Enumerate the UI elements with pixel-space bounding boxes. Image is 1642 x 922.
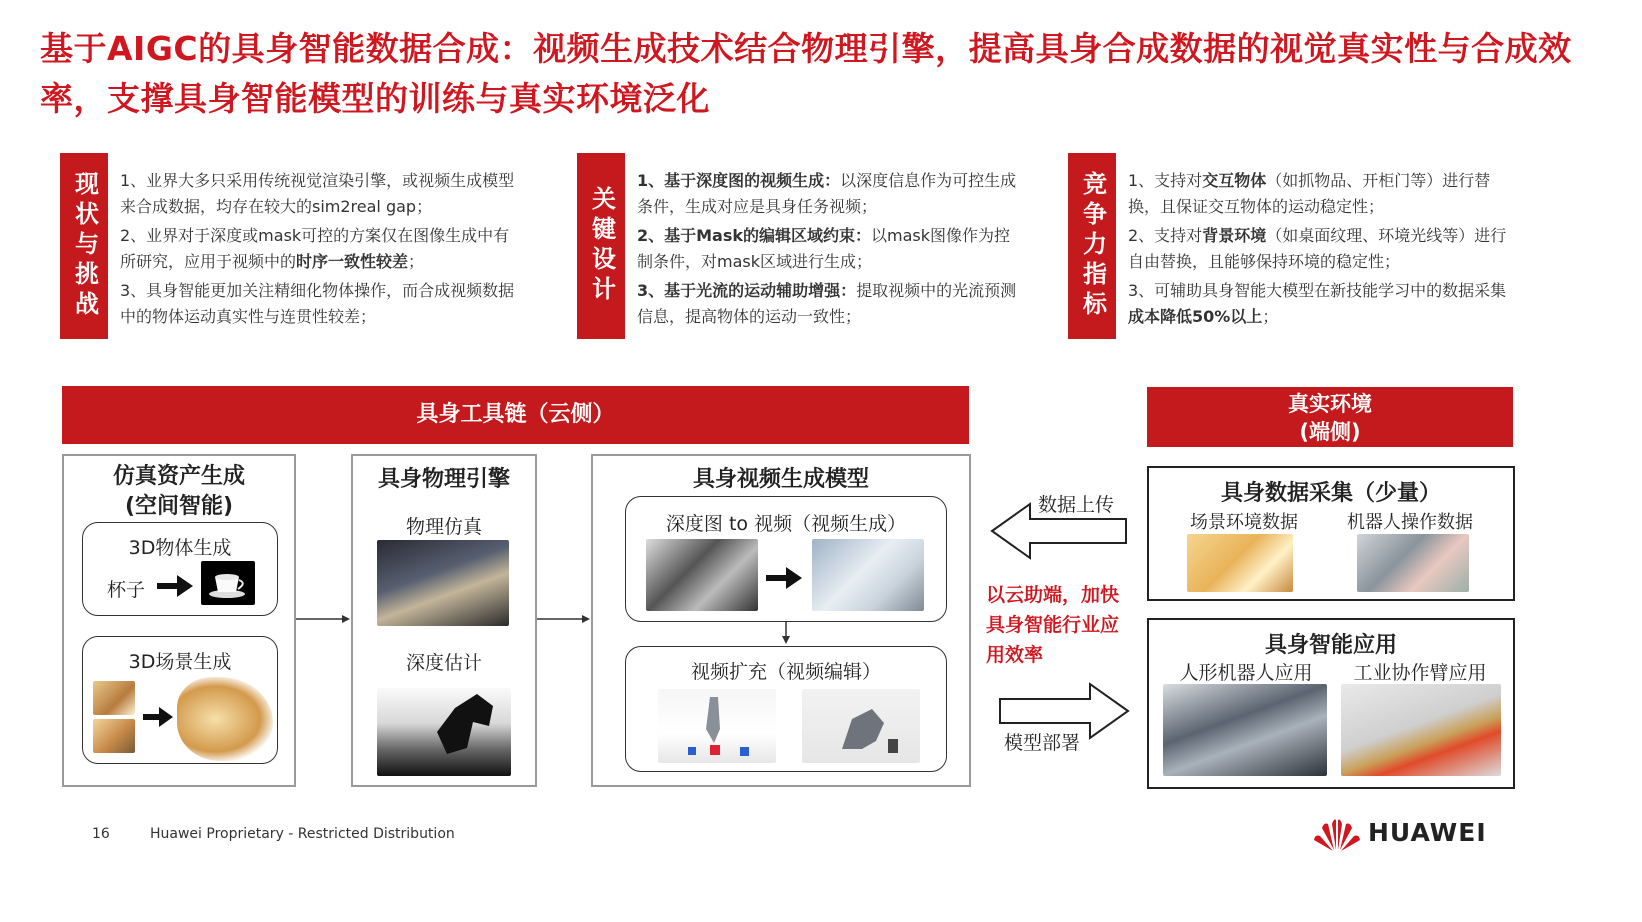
- page-title: 基于AIGC的具身智能数据合成：视频生成技术结合物理引擎，提高具身合成数据的视觉真实性与合成效率，支撑具身智能模型的训练与真实环境泛化: [40, 29, 1572, 118]
- metrics-item-3: 3、可辅助具身智能大模型在新技能学习中的数据采集成本降低50%以上；: [1128, 281, 1507, 326]
- huawei-logo-icon: [1312, 814, 1362, 852]
- obj-gen-card: [82, 522, 278, 616]
- section-label-design: 关键设计: [577, 153, 625, 339]
- arrow-right-icon: [296, 612, 352, 626]
- design-item-2: 2、基于Mask的编辑区域约束：以mask图像作为控制条件，对mask区域进行生成；: [637, 226, 1011, 271]
- scene-gen-card: [82, 636, 278, 764]
- arm-app-label: 工业协作臂应用: [1353, 662, 1487, 684]
- applications-box: [1147, 618, 1515, 789]
- status-item-1: 1、业界大多只采用传统视觉渲染引擎，或视频生成模型来合成数据，均存在较大的sim2real gap；: [120, 171, 515, 216]
- section-label-status: 现状与挑战: [60, 153, 108, 339]
- scene-gen-label: 3D场景生成: [128, 651, 232, 673]
- depth-map-image: [377, 688, 511, 776]
- sim-asset-title: 仿真资产生成 (空间智能): [112, 464, 245, 519]
- arrow-right-icon: [536, 612, 592, 626]
- video-gen-title: 具身视频生成模型: [692, 467, 869, 492]
- footer-note: Huawei Proprietary - Restricted Distribution: [150, 826, 455, 842]
- scene-data-label: 场景环境数据: [1190, 512, 1298, 533]
- cup-label: 杯子: [107, 579, 146, 601]
- arm-app-image: [1341, 684, 1501, 776]
- model-deploy-label: 模型部署: [1004, 732, 1081, 754]
- humanoid-app-label: 人形机器人应用: [1179, 662, 1313, 684]
- arrow-left-icon: [990, 502, 1130, 560]
- arrow-right-icon: [143, 707, 173, 727]
- cloud-edge-slogan: 以云助端，加快具身智能行业应用效率: [986, 584, 1120, 666]
- applications-title: 具身智能应用: [1264, 633, 1397, 658]
- expand-frame-1-image: [658, 689, 776, 763]
- status-item-2: 2、业界对于深度或mask可控的方案仅在图像生成中有所研究，应用于视频中的时序一致性较差；: [120, 226, 510, 271]
- sim-asset-box: [62, 454, 296, 787]
- scene-thumb-2: [93, 719, 135, 753]
- metrics-item-2: 2、支持对背景环境（如桌面纹理、环境光线等）进行自由替换，且能够保持环境的稳定性；: [1128, 226, 1507, 271]
- arrow-right-icon: [157, 575, 193, 597]
- robot-data-label: 机器人操作数据: [1347, 512, 1473, 533]
- depth-to-video-card: [625, 496, 947, 622]
- cup-image: [201, 561, 255, 605]
- data-collection-title: 具身数据采集（少量）: [1220, 481, 1441, 506]
- section-text-metrics: [1128, 168, 1513, 333]
- generated-video-image: [812, 539, 924, 611]
- status-item-3: 3、具身智能更加关注精细化物体操作，而合成视频数据中的物体运动真实性与连贯性较差；: [120, 281, 515, 326]
- depth-estimation-label: 深度估计: [405, 652, 482, 674]
- humanoid-app-image: [1163, 684, 1327, 776]
- video-gen-box: [591, 454, 971, 787]
- data-upload-label: 数据上传: [1038, 494, 1115, 516]
- section-text-status: [120, 168, 515, 333]
- physics-engine-box: [351, 454, 537, 787]
- scene-3d-image: [177, 677, 273, 761]
- page-number: 16: [92, 826, 110, 842]
- brand-wordmark: HUAWEI: [1368, 818, 1487, 847]
- video-expand-label: 视频扩充（视频编辑）: [690, 661, 881, 683]
- design-item-3: 3、基于光流的运动辅助增强：提取视频中的光流预测信息，提高物体的运动一致性；: [637, 281, 1017, 326]
- depth-frame-image: [646, 539, 758, 611]
- arrow-down-icon: [779, 622, 793, 646]
- expand-frame-2-image: [802, 689, 920, 763]
- section-label-metrics: 竞争力指标: [1068, 153, 1116, 339]
- scene-thumb-1: [93, 681, 135, 715]
- physics-sim-image: [377, 540, 509, 626]
- real-env-header: 真实环境 (端侧): [1147, 387, 1513, 447]
- scene-data-image: [1187, 534, 1293, 592]
- depth-to-video-label: 深度图 to 视频（视频生成）: [665, 513, 907, 535]
- video-expand-card: [625, 646, 947, 772]
- design-item-1: 1、基于深度图的视频生成：以深度信息作为可控生成条件，生成对应是具身任务视频；: [637, 171, 1017, 216]
- metrics-item-1: 1、支持对交互物体（如抓物品、开柜门等）进行替换，且保证交互物体的运动稳定性；: [1128, 171, 1491, 216]
- physics-engine-title: 具身物理引擎: [377, 467, 510, 492]
- robot-data-image: [1357, 534, 1469, 592]
- arrow-right-icon: [766, 567, 802, 589]
- section-text-design: [637, 168, 1017, 333]
- physics-sim-label: 物理仿真: [405, 516, 482, 538]
- cloud-toolchain-header: 具身工具链（云侧）: [62, 386, 969, 444]
- obj-gen-label: 3D物体生成: [128, 537, 232, 559]
- data-collection-box: [1147, 466, 1515, 601]
